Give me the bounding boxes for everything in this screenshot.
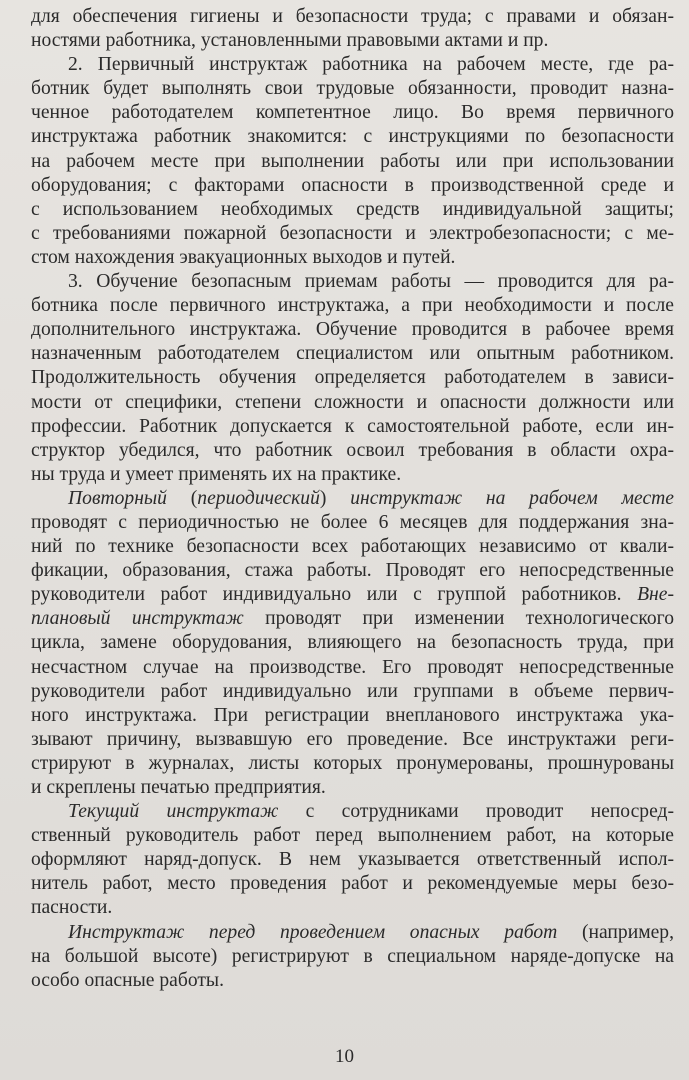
text-run: Продолжительность обучения определяется работодателем в зависи-: [31, 367, 674, 389]
text-line: [31, 198, 674, 222]
paragraph-2: [31, 270, 674, 487]
text-line: [31, 680, 674, 704]
text-run: особо опасные работы.: [31, 969, 224, 991]
text-line: [31, 29, 674, 53]
paragraph-0: [31, 5, 674, 53]
text-run: руководители работ индивидуально или группами в объеме первич-: [31, 680, 674, 702]
text-run: на большой высоте) регистрируют в специальном наряде-допуске на: [31, 945, 674, 967]
italic-term: Инструктаж перед проведением опасных работ: [68, 921, 558, 943]
text-run: (например,: [557, 921, 674, 943]
text-run: ботника после первичного инструктажа, а при необходимости и после: [31, 295, 674, 317]
text-line: [31, 872, 674, 896]
text-run: ботник будет выполнять свои трудовые обязанности, проводит назна-: [31, 78, 674, 100]
text-run: с сотрудниками проводит непосред-: [278, 801, 674, 823]
text-run: ностями работника, установленными правовыми актами и пр.: [31, 30, 549, 52]
paragraph-1: [31, 53, 674, 270]
text-run: ного инструктажа. При регистрации внепланового инструктажа ука-: [31, 704, 674, 726]
text-run: ний по технике безопасности всех работающих независимо от квали-: [31, 536, 674, 558]
text-line: [31, 270, 674, 294]
page-body-text: [31, 5, 674, 993]
text-line: [31, 800, 674, 824]
text-line: [31, 559, 674, 583]
text-run: проводят с периодичностью не более 6 месяцев для поддержания зна-: [31, 511, 674, 533]
text-line: [31, 896, 674, 920]
text-run: оформляют наряд-допуск. В нем указывается ответственный испол-: [31, 849, 674, 871]
text-run: профессии. Работник допускается к самостоятельной работе, если ин-: [31, 415, 674, 437]
text-run: структор убедился, что работник освоил требования в области охра-: [31, 439, 674, 461]
text-line: [31, 776, 674, 800]
text-line: [31, 656, 674, 680]
page-number: 10: [335, 1046, 354, 1067]
text-line: [31, 583, 674, 607]
text-run: проводят при изменении технологического: [243, 608, 674, 630]
text-run: 2. Первичный инструктаж работника на рабочем месте, где ра-: [68, 54, 674, 76]
text-line: [31, 945, 674, 969]
text-run: дополнительного инструктажа. Обучение проводится в рабочее время: [31, 319, 674, 341]
text-run: назначенным работодателем специалистом или опытным работником.: [31, 343, 674, 365]
text-run: ): [319, 487, 351, 509]
text-line: [31, 607, 674, 631]
text-run: зывают причину, вызвавшую его проведение. Все инструктажи реги-: [31, 728, 674, 750]
text-line: [31, 366, 674, 390]
italic-term: периодический: [197, 487, 320, 509]
text-line: [31, 704, 674, 728]
text-run: фикации, образования, стажа работы. Проводят его непосредственные: [31, 560, 674, 582]
italic-term: Текущий инструктаж: [68, 801, 279, 823]
text-run: ны труда и умеет применять их на практике.: [31, 463, 402, 485]
text-line: [31, 5, 674, 29]
text-run: и скреплены печатью предприятия.: [31, 777, 326, 798]
text-run: (: [166, 487, 198, 509]
text-line: [31, 101, 674, 125]
italic-term: плановый инструктаж: [31, 608, 244, 630]
text-line: [31, 77, 674, 101]
text-line: [31, 511, 674, 535]
text-line: [31, 631, 674, 655]
text-line: [31, 53, 674, 77]
text-run: на рабочем месте при выполнении работы или при использовании: [31, 150, 674, 172]
text-run: с использованием необходимых средств индивидуальной защиты;: [31, 198, 674, 220]
text-line: [31, 174, 674, 198]
text-line: [31, 921, 674, 945]
text-line: [31, 848, 674, 872]
text-run: ченное работодателем компетентное лицо. Во время первичного: [31, 102, 674, 124]
text-line: [31, 415, 674, 439]
text-run: несчастном случае на производстве. Его проводят непосредственные: [31, 656, 674, 678]
text-run: с требованиями пожарной безопасности и электробезопасности; с ме-: [31, 222, 674, 244]
italic-term: Повторный: [68, 487, 167, 509]
text-run: руководители работ индивидуально или с группой работников.: [31, 584, 638, 606]
text-run: мости от специфики, степени сложности и опасности должности или: [31, 391, 674, 413]
text-line: [31, 463, 674, 487]
text-line: [31, 222, 674, 246]
text-run: стом нахождения эвакуационных выходов и путей.: [31, 246, 456, 268]
italic-term: инструктаж на рабочем месте: [350, 487, 674, 509]
paragraph-3: [31, 487, 674, 800]
text-run: 3. Обучение безопасным приемам работы — проводится для ра-: [68, 271, 674, 293]
text-line: [31, 969, 674, 993]
text-line: [31, 246, 674, 270]
text-line: [31, 391, 674, 415]
text-line: [31, 150, 674, 174]
italic-term: Вне-: [637, 584, 674, 606]
text-run: стрируют в журналах, листы которых пронумерованы, прошнурованы: [31, 752, 674, 774]
text-line: [31, 728, 674, 752]
text-line: [31, 439, 674, 463]
paragraph-5: [31, 921, 674, 993]
text-run: нитель работ, место проведения работ и рекомендуемые меры безо-: [31, 873, 674, 895]
text-line: [31, 342, 674, 366]
text-run: для обеспечения гигиены и безопасности труда; с правами и обязан-: [31, 6, 674, 27]
text-run: пасности.: [31, 897, 113, 919]
text-line: [31, 535, 674, 559]
text-run: ственный руководитель работ перед выполнением работ, на которые: [31, 825, 674, 847]
text-line: [31, 125, 674, 149]
paragraph-4: [31, 800, 674, 920]
text-run: инструктажа работник знакомится: с инструкциями по безопасности: [31, 126, 674, 148]
text-line: [31, 318, 674, 342]
text-run: цикла, замене оборудования, влияющего на безопасность труда, при: [31, 632, 674, 654]
text-line: [31, 752, 674, 776]
text-line: [31, 824, 674, 848]
text-line: [31, 487, 674, 511]
text-line: [31, 294, 674, 318]
text-run: оборудования; с факторами опасности в производственной среде и: [31, 174, 674, 196]
